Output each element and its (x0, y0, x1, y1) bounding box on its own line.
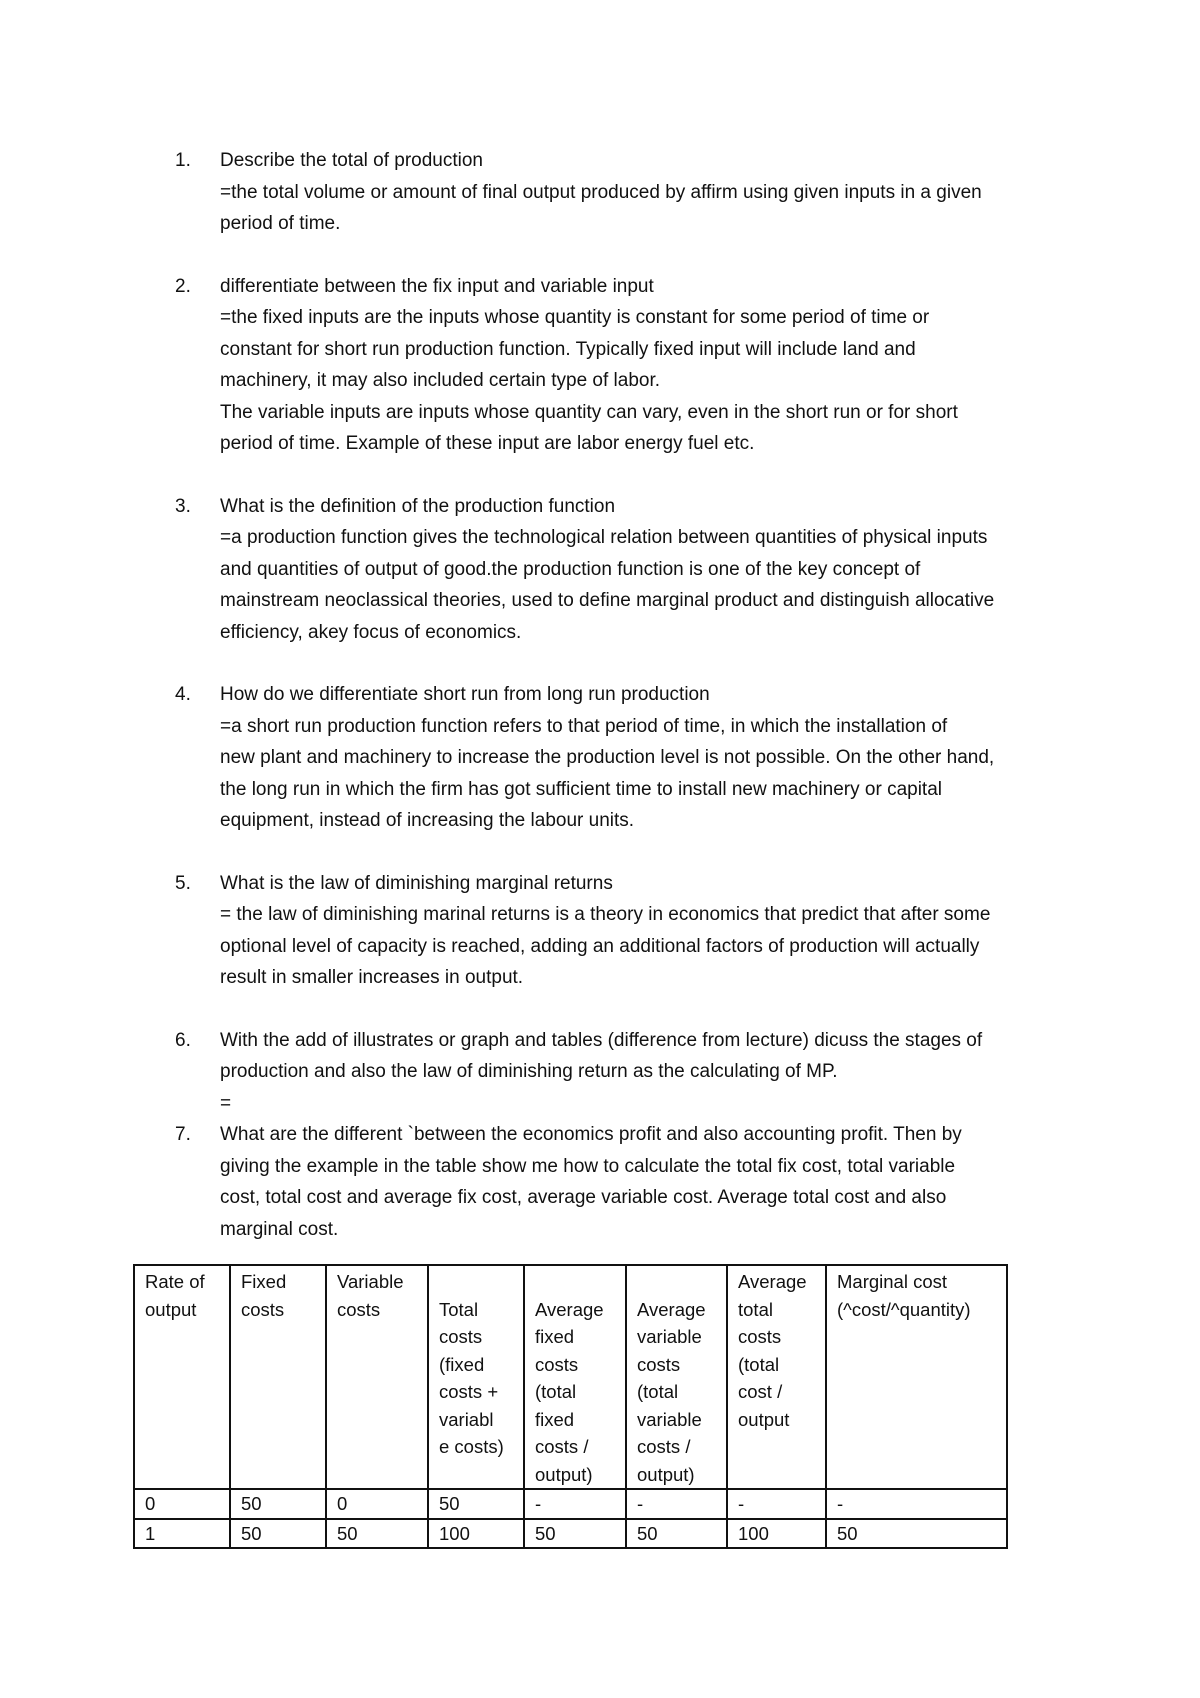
question-number: 7. (175, 1124, 191, 1145)
header-variable-costs: Variable costs (326, 1265, 428, 1489)
table-cell: - (826, 1489, 1007, 1519)
header-marginal-cost: Marginal cost (^cost/^quantity) (826, 1265, 1007, 1489)
answer-line: marginal cost. (220, 1218, 339, 1240)
question-item-2 (175, 271, 1075, 460)
answer-line: =the fixed inputs are the inputs whose quantity is constant for some period of time or (220, 307, 930, 328)
question-number: 4. (175, 684, 191, 705)
header-average-total-costs: Average total costs (total cost / output (727, 1265, 826, 1489)
table-cell: 50 (826, 1519, 1007, 1549)
question-title: Describe the total of production (220, 150, 483, 171)
header-average-variable-costs: Average variable costs (total variable costs / output) (626, 1265, 727, 1489)
table-cell: 50 (524, 1519, 626, 1549)
answer-line: period of time. (220, 213, 341, 234)
table-cell: 0 (134, 1489, 230, 1519)
question-title: With the add of illustrates or graph and tables (difference from lecture) dicuss the stages of (220, 1029, 983, 1051)
question-title: How do we differentiate short run from long run production (220, 684, 710, 705)
table-cell: 100 (428, 1519, 524, 1549)
table-header-row (134, 1265, 1007, 1489)
question-number: 3. (175, 495, 191, 517)
question-item-4 (175, 679, 1075, 837)
answer-line: The variable inputs are inputs whose quantity can vary, even in the short run or for short (220, 401, 958, 423)
answer-line: =a short run production function refers to that period of time, in which the installation of (220, 715, 948, 737)
table-cell: 1 (134, 1519, 230, 1549)
answer-line: result in smaller increases in output. (220, 967, 524, 988)
cost-table (133, 1264, 1008, 1549)
question-number: 2. (175, 275, 191, 297)
question-title: What are the different `between the economics profit and also accounting profit. Then by (220, 1124, 962, 1145)
answer-line: mainstream neoclassical theories, used to define marginal product and distinguish allocative (220, 590, 995, 611)
answer-line: new plant and machinery to increase the production level is not possible. On the other hand, (220, 747, 995, 768)
answer-line: and quantities of output of good.the production function is one of the key concept of (220, 558, 921, 580)
answer-line: efficiency, akey focus of economics. (220, 621, 522, 643)
table-cell: 100 (727, 1519, 826, 1549)
answer-line: machinery, it may also included certain type of labor. (220, 370, 661, 391)
question-item-1 (175, 145, 1075, 240)
answer-line: optional level of capacity is reached, adding an additional factors of production will actually (220, 935, 980, 957)
answer-line: production and also the law of diminishing return as the calculating of MP. (220, 1061, 838, 1082)
header-rate-of-output: Rate of output (134, 1265, 230, 1489)
header-total-costs: Total costs (fixed costs + variabl e costs) (428, 1265, 524, 1489)
question-title: differentiate between the fix input and variable input (220, 275, 654, 297)
question-number: 6. (175, 1029, 191, 1051)
question-title: What is the definition of the production function (220, 495, 616, 517)
answer-line: giving the example in the table show me how to calculate the total fix cost, total variable (220, 1155, 956, 1177)
answer-line: = the law of diminishing marinal returns is a theory in economics that predict that after some (220, 904, 991, 925)
table-cell: - (626, 1489, 727, 1519)
table-cell: 50 (230, 1519, 326, 1549)
table-cell: 50 (428, 1489, 524, 1519)
header-fixed-costs: Fixed costs (230, 1265, 326, 1489)
question-item-6 (175, 1025, 1075, 1120)
answer-line: period of time. Example of these input are labor energy fuel etc. (220, 433, 755, 454)
answer-line: the long run in which the firm has got sufficient time to install new machinery or capital (220, 778, 942, 800)
table-cell: 50 (230, 1489, 326, 1519)
question-item-5 (175, 868, 1075, 994)
header-average-fixed-costs: Average fixed costs (total fixed costs / output) (524, 1265, 626, 1489)
table-cell: 50 (626, 1519, 727, 1549)
question-title: What is the law of diminishing marginal returns (220, 872, 613, 894)
question-number: 5. (175, 872, 191, 894)
table-cell: - (727, 1489, 826, 1519)
table-row (134, 1489, 1007, 1519)
question-item-7 (175, 1119, 1075, 1245)
table-row (134, 1519, 1007, 1549)
table-cell: 0 (326, 1489, 428, 1519)
answer-line: equipment, instead of increasing the labour units. (220, 810, 635, 831)
table-cell: - (524, 1489, 626, 1519)
answer-line: = (220, 1092, 232, 1114)
question-list (175, 145, 1075, 1245)
answer-line: =the total volume or amount of final output produced by affirm using given inputs in a given (220, 181, 982, 203)
table-cell: 50 (326, 1519, 428, 1549)
question-item-3 (175, 491, 1075, 649)
question-number: 1. (175, 150, 191, 171)
answer-line: constant for short run production function. Typically fixed input will include land and (220, 338, 916, 360)
answer-line: =a production function gives the technological relation between quantities of physical inputs (220, 527, 988, 548)
answer-line: cost, total cost and average fix cost, average variable cost. Average total cost and also (220, 1187, 947, 1208)
